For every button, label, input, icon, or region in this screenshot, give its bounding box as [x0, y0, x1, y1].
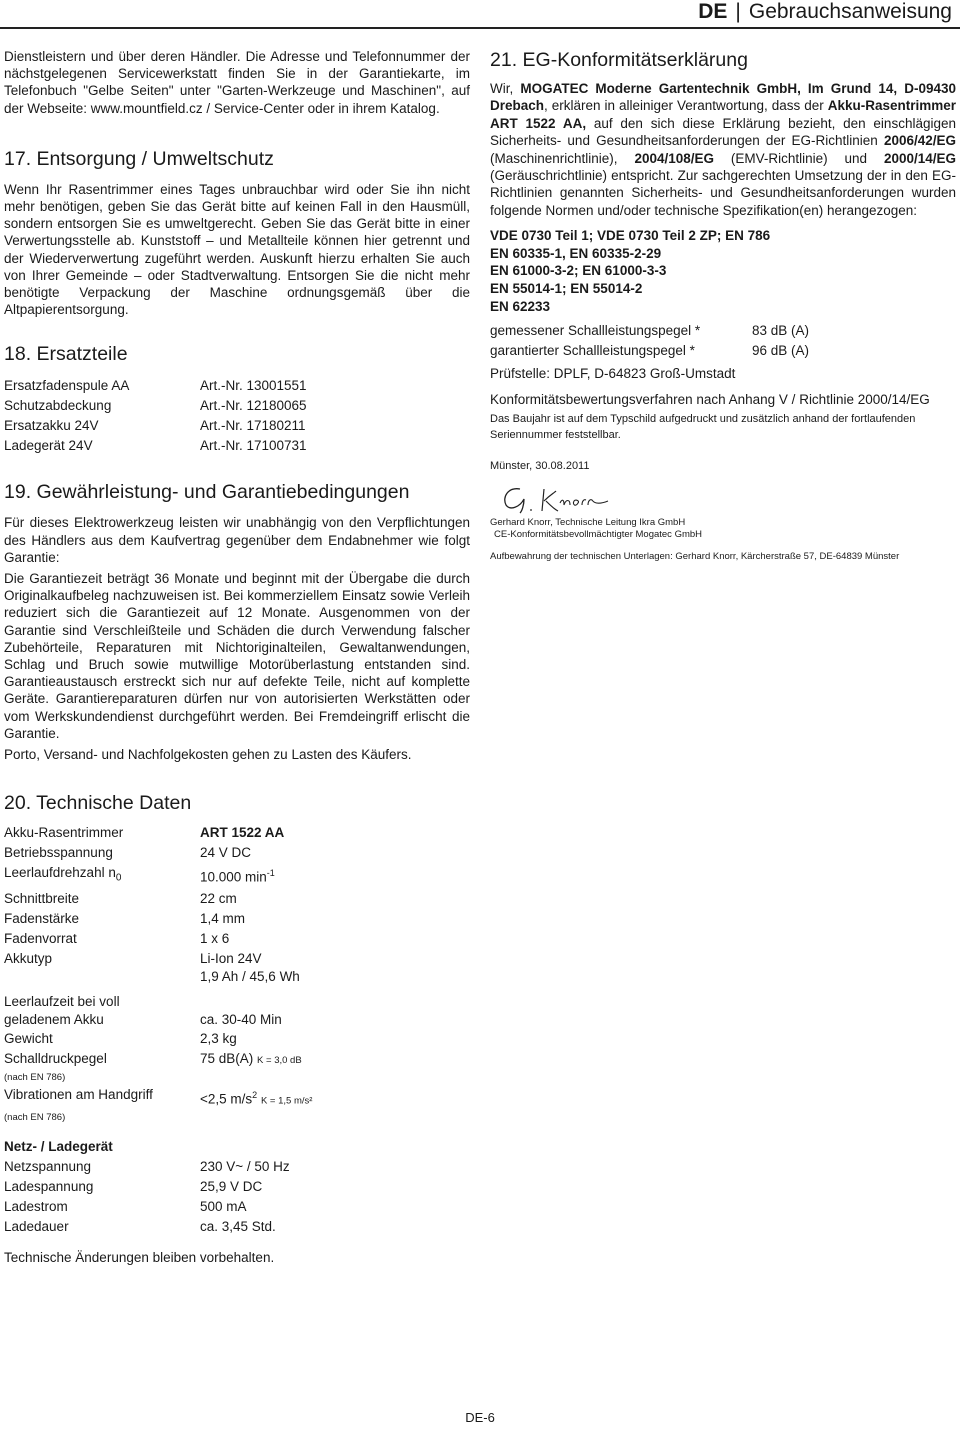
tech-value-tolerance: K = 3,0 dB	[257, 1054, 302, 1066]
product-model: ART 1522 AA	[200, 825, 285, 841]
tech-key: Netzspannung	[4, 1159, 92, 1175]
tech-key: Akkutyp	[4, 950, 53, 966]
tech-key-subscript: 0	[115, 872, 122, 884]
conformity-procedure: Konformitätsbewertungsverfahren nach Anhang V / Richtlinie 2000/14/EG	[490, 391, 930, 407]
standard-item: VDE 0730 Teil 1; VDE 0730 Teil 2 ZP; EN 786	[490, 228, 771, 244]
spare-part-name: Ersatzfadenspule AA	[4, 378, 130, 394]
tech-header-row	[4, 823, 470, 843]
section-21-title: 21. EG-Konformitätserklärung	[490, 49, 748, 71]
tech-value: 500 mA	[200, 1199, 247, 1215]
tech-value: 1 x 6	[200, 930, 230, 946]
spare-part-name: Ersatzakku 24V	[4, 418, 99, 434]
tech-key: Fadenvorrat	[4, 930, 77, 946]
tech-value: ca. 3,45 Std.	[200, 1219, 276, 1235]
manufacturer-name: MOGATEC Moderne Gartentechnik GmbH, Im Grund 14, D-09430 Drebach	[490, 81, 956, 114]
section-19-terms: Die Garantiezeit beträgt 36 Monate und beginnt mit der Übergabe die durch Originalkaufbeleg nachzuweisen ist. Bei kommerziellem Einsatz sowie Verleih reduziert sich die Garantiezeit auf 12 Monate. Ausgenommen von der Garantie sind Verschleißteile und Schäden die durch Verwendung falscher Zubehörteile, Reparaturen mit Nichtoriginalteilen, Gewaltanwendungen, Schlag und Bruch sowie mutwillige Motorüberlastung entstanden sind. Garantieaustausch erstreckt sich nur auf defekte Teile, nicht auf komplette Geräte. Garantiereparaturen dürfen nur von autorisierten Werkstätten oder vom Werkskundendienst durchgeführt werden. Bei Fremdeingriff erlischt die Garantie.	[4, 571, 470, 741]
header-separator: |	[735, 0, 741, 23]
tech-value	[200, 1085, 312, 1112]
charger-title: Netz- / Ladegerät	[4, 1139, 113, 1155]
declaration-text	[490, 80, 956, 219]
place-and-date: Münster, 30.08.2011	[490, 460, 590, 473]
page-number: DE-6	[465, 1410, 495, 1425]
tech-value: 25,9 V DC	[200, 1179, 263, 1195]
production-year-note: Das Baujahr ist auf dem Typschild aufgedruckt und zusätzlich anhand der fortlaufenden Seriennummer feststellbar.	[490, 413, 916, 441]
tech-key: Gewicht	[4, 1030, 53, 1046]
tech-row	[4, 1049, 470, 1071]
charger-row	[4, 1157, 470, 1177]
section-17-text: Wenn Ihr Rasentrimmer eines Tages unbrauchbar wird oder Sie ihn nicht mehr benötigen, geben Sie das Gerät bitte auf keinen Fall in den Hausmüll, sondern entsorgen Sie es umweltgerecht. Geben Sie das Gerät bitte in einer Verwertungsstelle ab. Kunststoff – und Metallteile können hier getrennt und der Wiederverwertung zugeführt werden. Auskunft hierzu erhalten Sie auch von Ihrer Gemeinde – oder Stadtverwaltung. Entsorgen Sie die nicht mehr benötigte Verpackung der Maschine ordnungsgemäß über die Altpapierentsorgung.	[4, 181, 470, 318]
standard-item: EN 60335-1, EN 60335-2-29	[490, 245, 662, 261]
section-17-title: 17. Entsorgung / Umweltschutz	[4, 147, 274, 170]
tech-value: 230 V~ / 50 Hz	[200, 1159, 290, 1175]
tech-row	[4, 843, 470, 863]
tech-key: Fadenstärke	[4, 910, 80, 926]
directive-noise: 2000/14/EG	[883, 150, 957, 166]
charger-row	[4, 1177, 470, 1197]
tech-row	[4, 929, 470, 949]
tech-key	[4, 863, 200, 889]
section-20-title: 20. Technische Daten	[4, 792, 192, 815]
section-19-title: 19. Gewährleistung- und Garantiebedingungen	[4, 481, 410, 504]
header-title: Gebrauchsanweisung	[748, 0, 952, 23]
standard-item: EN 61000-3-2; EN 61000-3-3	[490, 263, 667, 279]
sound-level-label: gemessener Schallleistungspegel *	[490, 323, 701, 339]
section-19-intro: Für dieses Elektrowerkzeug leisten wir unabhängig von den Verpflichtungen des Händlers aus dem Kaufvertrag gegenüber dem Endabnehmer wie folgt Garantie:	[4, 515, 470, 565]
tech-value: 1,9 Ah / 45,6 Wh	[200, 968, 300, 984]
spare-part-number: Art.-Nr. 17180211	[200, 418, 306, 434]
signer-role: CE-Konformitätsbevollmächtigter Mogatec GmbH	[494, 528, 703, 540]
tech-row	[4, 1011, 470, 1029]
tech-value: 2,3 kg	[200, 1030, 237, 1046]
header-rule	[0, 27, 960, 29]
tech-note: (nach EN 786)	[4, 1112, 66, 1124]
tech-value: 24 V DC	[200, 845, 252, 861]
tech-key-empty	[4, 969, 200, 985]
tech-row	[4, 1085, 470, 1112]
signer-name: Gerhard Knorr, Technische Leitung Ikra GmbH	[490, 516, 686, 528]
sound-level-value: 96 dB (A)	[752, 343, 810, 359]
spare-part-row	[4, 416, 470, 436]
tech-key: Betriebsspannung	[4, 845, 113, 861]
tech-value	[200, 1049, 302, 1071]
tech-value	[200, 863, 275, 889]
tech-value: 22 cm	[200, 890, 237, 906]
tech-value-superscript: 2	[252, 1089, 258, 1100]
tech-note: (nach EN 786)	[4, 1071, 66, 1083]
spare-part-row	[4, 376, 470, 396]
tech-value-text: 10.000 min	[200, 869, 267, 885]
spare-part-number: Art.-Nr. 13001551	[200, 378, 307, 394]
directive-machinery: 2006/42/EG	[883, 133, 956, 149]
section-19-costs: Porto, Versand- und Nachfolgekosten gehen zu Lasten des Käufers.	[4, 747, 412, 763]
signature-image	[498, 483, 628, 515]
tech-value: 1,4 mm	[200, 910, 246, 926]
tech-row-continued	[4, 969, 470, 985]
tech-key: Ladedauer	[4, 1219, 69, 1235]
tech-key: geladenem Akku	[4, 1011, 104, 1027]
declaration-part: , erklären in alleiniger Verantwortung, dass der	[544, 98, 828, 114]
tech-row	[4, 993, 470, 1011]
standards-list	[490, 227, 956, 315]
spare-parts-list	[4, 376, 470, 456]
tech-value: ca. 30-40 Min	[200, 1011, 282, 1027]
tech-key: Leerlaufzeit bei voll	[4, 993, 120, 1009]
documentation-archive: Aufbewahrung der technischen Unterlagen: Gerhard Knorr, Kärcherstraße 57, DE-64839 Münster	[490, 550, 900, 562]
tech-row	[4, 889, 470, 909]
tech-row	[4, 1029, 470, 1049]
spare-part-row	[4, 396, 470, 416]
declaration-part: (Geräuschrichtlinie) entspricht. Zur sachgerechten Umsetzung der in den EG-Richtlinien genannten Sicherheits- und Gesundheitsanforderungen wurden folgende Normen und/oder technische Spezifikation(en) herangezogen:	[490, 168, 956, 218]
spare-part-name: Schutzabdeckung	[4, 398, 112, 414]
charger-row	[4, 1217, 470, 1237]
declaration-part: Wir,	[490, 81, 521, 96]
declaration-part: auf den sich diese Erklärung bezieht, den einschlägigen Sicherheits- und Gesundheitsanforderungen der EG-Richtlinien	[490, 115, 956, 149]
technical-note: Technische Änderungen bleiben vorbehalten.	[4, 1250, 275, 1266]
tech-row	[4, 949, 470, 969]
tech-value: Li-Ion 24V	[200, 950, 262, 966]
tech-value-text: <2,5 m/s	[200, 1091, 253, 1107]
section-18-title: 18. Ersatzteile	[4, 343, 128, 366]
declared-product: Akku-Rasentrimmer ART 1522 AA,	[490, 98, 956, 131]
standard-item: EN 55014-1; EN 55014-2	[490, 281, 643, 297]
charger-row	[4, 1197, 470, 1217]
tech-row	[4, 863, 470, 889]
spare-part-row	[4, 436, 470, 456]
sound-level-row	[490, 321, 956, 341]
tech-row	[4, 909, 470, 929]
intro-paragraph: Dienstleistern und über deren Händler. Die Adresse und Telefonnummer der nächstgelegenen Servicewerkstatt finden Sie in der Garantiekarte, im Telefonbuch "Gelbe Seiten" unter "Garten-Werkzeuge und Maschinen", auf der Webseite: www.mountfield.cz / Service-Center oder in ihrem Katalog.	[4, 49, 470, 116]
tech-value-tolerance: K = 1,5 m/s²	[260, 1095, 313, 1107]
tech-value-superscript: -1	[266, 868, 275, 879]
spare-part-number: Art.-Nr. 17100731	[200, 438, 307, 454]
language-code: DE	[698, 0, 728, 23]
tech-key: Ladespannung	[4, 1179, 94, 1195]
tech-key: Vibrationen am Handgriff	[4, 1086, 153, 1102]
tech-key: Ladestrom	[4, 1199, 68, 1215]
right-column	[490, 48, 956, 563]
sound-level-label: garantierter Schallleistungspegel *	[490, 343, 695, 359]
product-type-label: Akku-Rasentrimmer	[4, 825, 124, 841]
test-site: Prüfstelle: DPLF, D-64823 Groß-Umstadt	[490, 366, 736, 382]
standard-item: EN 62233	[490, 298, 551, 314]
spare-part-number: Art.-Nr. 12180065	[200, 398, 307, 414]
sound-level-value: 83 dB (A)	[752, 323, 810, 339]
spare-part-name: Ladegerät 24V	[4, 438, 93, 454]
tech-key: Schnittbreite	[4, 890, 80, 906]
declaration-part: (Maschinenrichtlinie),	[490, 150, 635, 166]
declaration-part: (EMV-Richtlinie) und	[714, 150, 884, 166]
left-column	[4, 48, 470, 1267]
tech-key: Schalldruckpegel	[4, 1050, 107, 1066]
sound-level-row	[490, 341, 956, 361]
technical-data-table	[4, 823, 470, 1266]
tech-key-text: Leerlaufdrehzahl n	[4, 865, 116, 881]
page-header	[698, 0, 952, 24]
directive-emc: 2004/108/EG	[634, 150, 715, 166]
tech-value-text: 75 dB(A)	[200, 1050, 254, 1066]
